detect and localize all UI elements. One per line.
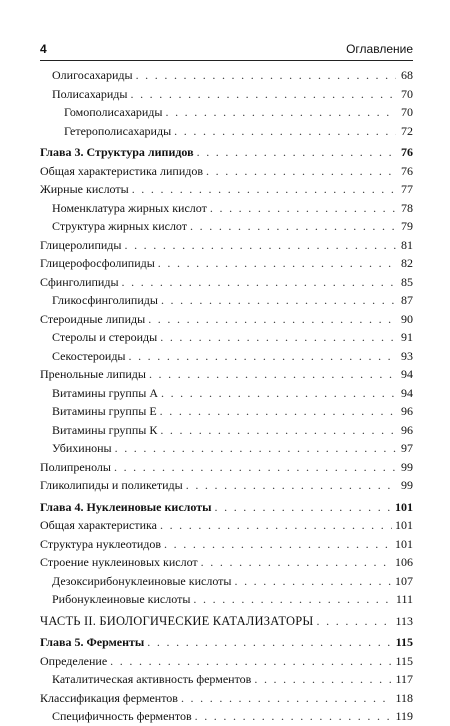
toc-entry-title: Дезоксирибонуклеиновые кислоты xyxy=(52,573,232,588)
dot-leader xyxy=(165,103,396,122)
dot-leader xyxy=(181,689,392,708)
toc-entry-title: Пренольные липиды xyxy=(40,367,146,381)
dot-leader xyxy=(148,310,396,329)
dot-leader xyxy=(174,122,396,141)
toc-entry-title: Олигосахариды xyxy=(52,68,133,82)
dot-leader xyxy=(124,236,396,255)
dot-leader xyxy=(122,273,396,292)
toc-entry-page: 90 xyxy=(401,311,413,326)
toc-entry xyxy=(40,103,413,122)
toc-entry-page: 70 xyxy=(401,105,413,119)
toc-entry-title: Глицерофосфолипиды xyxy=(40,256,155,270)
toc-entry-page: 81 xyxy=(401,237,413,252)
dot-leader xyxy=(132,180,396,199)
toc-entry-title: Гомополисахариды xyxy=(64,105,163,119)
toc-entry xyxy=(40,236,413,255)
toc-entry xyxy=(40,66,413,85)
toc-entry xyxy=(40,85,413,104)
toc-entry xyxy=(40,572,413,591)
toc-entry-title: Глицеролипиды xyxy=(40,237,122,252)
toc-entry-page: 93 xyxy=(401,348,413,363)
toc-entry xyxy=(40,347,413,366)
toc-entry-title: Гетерополисахариды xyxy=(64,123,172,138)
toc-entry-page: 99 xyxy=(401,478,413,492)
toc-entry-page: 76 xyxy=(401,163,413,178)
toc-entry-page: 101 xyxy=(395,499,413,514)
toc-entry-title: Убихиноны xyxy=(52,441,112,455)
dot-leader xyxy=(160,516,392,535)
toc-entry-title: Номенклатура жирных кислот xyxy=(52,200,207,215)
toc-entry-title: Глава 4. Нуклеиновые кислоты xyxy=(40,499,212,514)
toc-entry xyxy=(40,689,413,708)
toc-entry-title: Гликосфинголипиды xyxy=(52,293,158,307)
toc-entry-title: Стеролы и стероиды xyxy=(52,330,158,344)
toc-entry xyxy=(40,180,413,199)
dot-leader xyxy=(147,633,392,652)
dot-leader xyxy=(114,458,396,477)
toc-entry xyxy=(40,365,413,384)
toc-entry-title: Витамины группы А xyxy=(52,385,158,400)
toc-entry-page: 118 xyxy=(395,690,413,705)
toc-entry-page: 82 xyxy=(401,256,413,270)
toc-entry-page: 117 xyxy=(395,672,413,686)
toc-entry-page: 76 xyxy=(401,145,413,159)
toc-entry-title: Стероидные липиды xyxy=(40,311,146,326)
toc-entry-title: Секостероиды xyxy=(52,348,126,363)
toc-entry-title: Полипренолы xyxy=(40,459,111,474)
toc-entry xyxy=(40,291,413,310)
toc-entry-title: Сфинголипиды xyxy=(40,274,119,289)
toc-entry-page: 107 xyxy=(395,573,413,588)
page-number: 4 xyxy=(40,42,47,56)
toc-entry-title: Глава 5. Ферменты xyxy=(40,635,145,649)
toc-entry xyxy=(40,707,413,726)
toc-entry xyxy=(40,590,413,609)
dot-leader xyxy=(160,402,396,421)
toc-entry-title: Глава 3. Структура липидов xyxy=(40,145,194,159)
toc-entry xyxy=(40,217,413,236)
table-of-contents xyxy=(40,66,413,726)
toc-entry-page: 119 xyxy=(395,709,413,723)
dot-leader xyxy=(215,498,393,517)
dot-leader xyxy=(115,439,396,458)
dot-leader xyxy=(195,707,393,726)
toc-entry-page: 77 xyxy=(401,182,413,196)
toc-entry-page: 68 xyxy=(401,68,413,82)
toc-entry-page: 115 xyxy=(395,635,413,649)
toc-part-entry xyxy=(40,612,413,631)
toc-entry-page: 94 xyxy=(401,367,413,381)
toc-entry-page: 94 xyxy=(401,385,413,400)
toc-entry xyxy=(40,199,413,218)
toc-entry xyxy=(40,553,413,572)
toc-entry-title: Специфичность ферментов xyxy=(52,709,192,723)
page-header xyxy=(40,40,413,61)
dot-leader xyxy=(158,254,396,273)
dot-leader xyxy=(197,143,396,162)
toc-entry xyxy=(40,328,413,347)
toc-entry xyxy=(40,273,413,292)
running-head: Оглавление xyxy=(346,42,413,56)
dot-leader xyxy=(160,421,396,440)
toc-entry-page: 113 xyxy=(395,613,413,628)
toc-entry-page: 91 xyxy=(401,330,413,344)
toc-entry-page: 96 xyxy=(401,404,413,418)
toc-entry-title: Рибонуклеиновые кислоты xyxy=(52,592,191,606)
toc-entry-page: 79 xyxy=(401,219,413,233)
toc-entry-page: 70 xyxy=(401,86,413,101)
toc-entry-title: Гликолипиды и поликетиды xyxy=(40,478,183,492)
toc-entry-page: 111 xyxy=(395,592,413,606)
dot-leader xyxy=(161,384,396,403)
toc-entry-page: 101 xyxy=(395,518,413,532)
toc-entry-page: 85 xyxy=(401,274,413,289)
toc-entry xyxy=(40,122,413,141)
toc-chapter-entry xyxy=(40,633,413,652)
toc-entry xyxy=(40,439,413,458)
toc-entry xyxy=(40,254,413,273)
toc-entry xyxy=(40,670,413,689)
dot-leader xyxy=(206,162,396,181)
dot-leader xyxy=(149,365,396,384)
dot-leader xyxy=(234,572,392,591)
dot-leader xyxy=(201,553,392,572)
toc-chapter-entry xyxy=(40,143,413,162)
toc-entry-title: Витамины группы Е xyxy=(52,404,157,418)
toc-entry-title: Структура нуклеотидов xyxy=(40,536,162,551)
toc-entry xyxy=(40,652,413,671)
toc-entry-title: Полисахариды xyxy=(52,86,128,101)
toc-entry xyxy=(40,384,413,403)
toc-entry-page: 115 xyxy=(395,653,413,668)
toc-entry-page: 78 xyxy=(401,200,413,215)
toc-entry-page: 72 xyxy=(401,123,413,138)
toc-entry xyxy=(40,535,413,554)
toc-entry-title: Каталитическая активность ферментов xyxy=(52,672,252,686)
toc-entry-title: Определение xyxy=(40,653,108,668)
toc-entry-title: Классификация ферментов xyxy=(40,690,178,705)
dot-leader xyxy=(110,652,392,671)
toc-entry-title: Структура жирных кислот xyxy=(52,219,188,233)
dot-leader xyxy=(136,66,396,85)
dot-leader xyxy=(160,328,396,347)
toc-entry xyxy=(40,402,413,421)
toc-entry-page: 87 xyxy=(401,293,413,307)
toc-entry xyxy=(40,458,413,477)
dot-leader xyxy=(190,217,396,236)
dot-leader xyxy=(128,347,396,366)
toc-entry xyxy=(40,516,413,535)
toc-entry xyxy=(40,421,413,440)
dot-leader xyxy=(161,291,396,310)
toc-entry-page: 101 xyxy=(395,536,413,551)
toc-entry-title: Жирные кислоты xyxy=(40,182,129,196)
toc-entry-page: 96 xyxy=(401,422,413,437)
toc-entry-page: 97 xyxy=(401,441,413,455)
toc-entry-title: Строение нуклеиновых кислот xyxy=(40,555,198,569)
toc-entry-title: ЧАСТЬ II. БИОЛОГИЧЕСКИЕ КАТАЛИЗАТОРЫ xyxy=(40,613,314,628)
toc-chapter-entry xyxy=(40,498,413,517)
toc-entry-page: 99 xyxy=(401,459,413,474)
dot-leader xyxy=(164,535,392,554)
dot-leader xyxy=(254,670,392,689)
dot-leader xyxy=(193,590,393,609)
dot-leader xyxy=(186,476,396,495)
dot-leader xyxy=(210,199,396,218)
toc-entry xyxy=(40,310,413,329)
toc-entry xyxy=(40,162,413,181)
dot-leader xyxy=(317,612,393,631)
toc-entry xyxy=(40,476,413,495)
dot-leader xyxy=(130,85,396,104)
toc-entry-title: Общая характеристика xyxy=(40,518,157,532)
toc-entry-page: 106 xyxy=(395,555,413,569)
toc-entry-title: Общая характеристика липидов xyxy=(40,163,204,178)
toc-entry-title: Витамины группы К xyxy=(52,422,158,437)
